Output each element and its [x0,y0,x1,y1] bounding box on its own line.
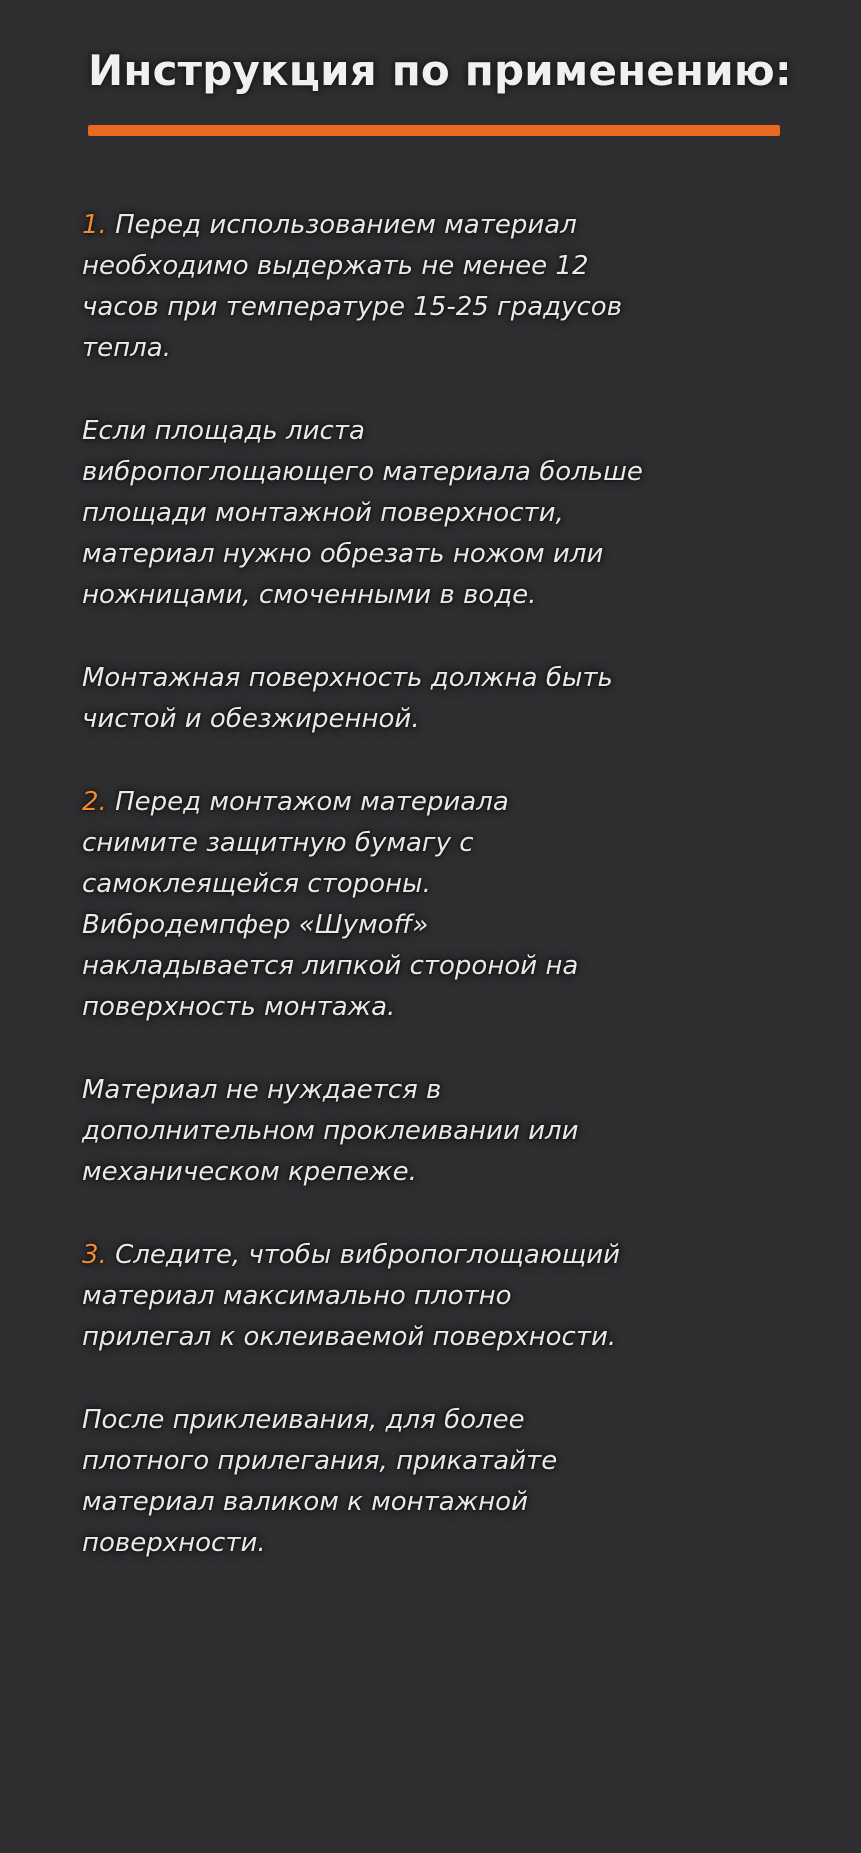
text-line: поверхность монтажа. [82,992,396,1022]
text-line: Если площадь листа [82,416,365,446]
text-line: поверхности. [82,1528,266,1558]
text-line: часов при температуре 15-25 градусов [82,292,623,322]
step-number: 3. [82,1240,107,1270]
title-underline [88,125,780,136]
text-line: материал нужно обрезать ножом или [82,539,604,569]
text-line: Вибродемпфер «Шумoff» [82,910,429,940]
text-line: ножницами, смоченными в воде. [82,580,537,610]
text-line: прилегал к оклеиваемой поверхности. [82,1322,617,1352]
step-number: 2. [82,787,107,817]
text-line: необходимо выдержать не менее 12 [82,251,589,281]
line-text: Следите, чтобы вибропоглощающий [115,1240,620,1270]
text-line: вибропоглощающего материала больше [82,457,643,487]
page-title: Инструкция по применению: [88,46,792,95]
instructions-body [82,205,802,1606]
instruction-note-surface [82,658,802,740]
instruction-step-1 [82,205,802,369]
instruction-note-trimming [82,411,802,616]
text-line: снимите защитную бумагу с [82,828,474,858]
text-line: После приклеивания, для более [82,1405,525,1435]
text-line [82,1235,802,1276]
text-line: накладывается липкой стороной на [82,951,579,981]
text-line: материал валиком к монтажной [82,1487,528,1517]
text-line: Монтажная поверхность должна быть [82,663,613,693]
text-line: дополнительном проклеивании или [82,1116,579,1146]
instruction-step-2 [82,782,802,1028]
instruction-step-3 [82,1235,802,1358]
text-line: площади монтажной поверхности, [82,498,564,528]
text-line: Материал не нуждается в [82,1075,442,1105]
text-line: механическом крепеже. [82,1157,417,1187]
instruction-note-rolling [82,1400,802,1564]
line-text: Перед монтажом материала [115,787,509,817]
text-line: плотного прилегания, прикатайте [82,1446,558,1476]
text-line [82,205,802,246]
instruction-note-adhesion [82,1070,802,1193]
line-text: Перед использованием материал [115,210,577,240]
text-line: чистой и обезжиренной. [82,704,420,734]
text-line: тепла. [82,333,171,363]
step-number: 1. [82,210,107,240]
text-line: самоклеящейся стороны. [82,869,431,899]
text-line: материал максимально плотно [82,1281,512,1311]
text-line [82,782,802,823]
